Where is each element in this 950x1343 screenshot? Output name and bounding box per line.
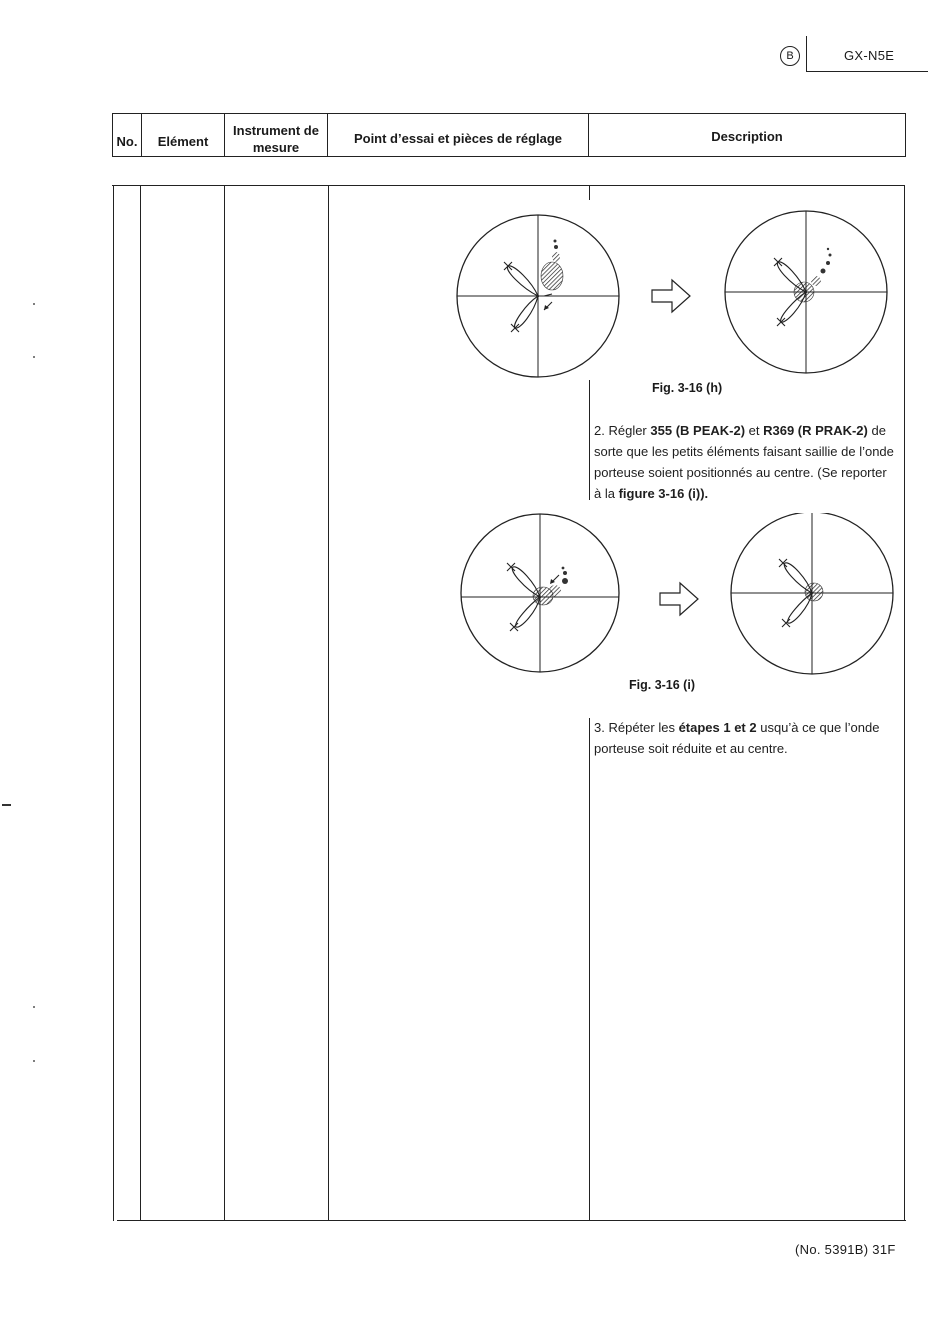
model-number: GX-N5E <box>844 48 895 63</box>
col-no-header: No. <box>116 134 138 149</box>
body-top-border <box>112 185 905 186</box>
header-divider-2 <box>224 113 225 157</box>
scope-after-h <box>725 211 887 373</box>
figure-h-caption: Fig. 3-16 (h) <box>652 381 723 395</box>
body-left-border <box>113 185 114 1221</box>
step-2-number: 2. <box>594 423 605 438</box>
body-divider-1 <box>140 185 141 1221</box>
scope-before-h <box>457 215 619 377</box>
body-divider-4c <box>589 718 590 1221</box>
figure-3-16-i <box>455 513 900 678</box>
scan-dot <box>33 1006 35 1008</box>
header-bottom-border <box>112 156 906 157</box>
step-3-number: 3. <box>594 720 605 735</box>
scan-dot <box>33 1060 35 1062</box>
circled-letter: B <box>786 50 794 62</box>
figure-3-16-h <box>452 208 897 380</box>
scan-dot <box>33 356 35 358</box>
scan-mark <box>2 804 11 806</box>
body-divider-2 <box>224 185 225 1221</box>
figure-i-caption: Fig. 3-16 (i) <box>629 678 695 692</box>
page-footer-reference: (No. 5391B) 31F <box>795 1242 896 1257</box>
step-3: 3. Répéter les étapes 1 et 2 usqu’à ce que l’onde porteuse soit réduite et au centre. <box>594 720 880 756</box>
header-right-border <box>905 113 906 157</box>
body-right-border <box>904 185 905 1221</box>
col-element-header: Elément <box>157 134 209 149</box>
step-2: 2. Régler 355 (B PEAK-2) et R369 (R PRAK-2) de sorte que les petits éléments faisant saillie de l’onde porteuse soient positionnés au centre. (Se reporter à la figure 3-16 (i)). <box>594 423 894 501</box>
scan-dot <box>33 303 35 305</box>
header-top-border <box>112 113 906 114</box>
body-divider-4 <box>589 185 590 200</box>
arrow-right-icon-h <box>652 280 690 312</box>
scope-after-i <box>731 513 893 674</box>
col-description-header: Description <box>711 129 783 144</box>
circled-letter-badge <box>780 46 800 66</box>
body-divider-3 <box>328 185 329 1221</box>
arrow-right-icon-i <box>660 583 698 615</box>
header-horizontal-rule <box>806 71 928 72</box>
scope-before-i <box>461 514 619 672</box>
header-vertical-rule <box>806 36 807 72</box>
col-point-header: Point d’essai et pièces de réglage <box>353 131 563 146</box>
body-bottom-border <box>117 1220 906 1221</box>
col-instrument-header: Instrument de mesure <box>233 123 319 155</box>
body-divider-4b <box>589 380 590 500</box>
